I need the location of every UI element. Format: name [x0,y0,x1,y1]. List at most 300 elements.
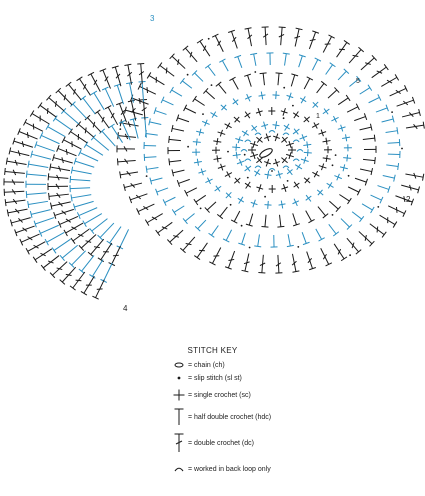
fan-stitch [137,63,146,83]
double-crochet-icon [172,432,186,454]
stitch [170,87,184,99]
round-label-2: 2 [406,195,411,204]
stitch [172,203,186,215]
slip-stitch-dot [292,105,294,107]
stitch [262,27,270,45]
fan-stitch [6,158,27,168]
stitch [394,192,413,205]
stitch [364,146,376,153]
stitch [255,107,264,117]
stitch [193,96,207,108]
stitch [356,229,374,246]
stitch [387,203,406,217]
fan-stitch [60,265,79,285]
fan-stitch [58,213,79,227]
stitch [277,27,285,46]
stitch [320,35,335,54]
stitch [234,135,244,144]
key-label-double-crochet: = double crochet (dc) [188,439,254,447]
stitch [289,253,299,272]
stitch [281,53,290,66]
key-row-double-crochet [172,432,254,454]
stitch [285,234,294,247]
stitch [249,123,259,134]
fan-stitch [20,231,41,246]
stitch [358,85,372,97]
stitch [337,124,347,133]
stitch [279,155,290,165]
stitch [291,197,301,207]
slip-stitch-dot [332,164,334,166]
stitch [245,28,255,47]
stitch [232,151,241,159]
slip-stitch-dot [187,74,189,76]
stitch [303,209,315,223]
stitch [246,213,256,227]
stitch [310,99,321,110]
stitch [205,199,219,212]
stitch [250,199,259,209]
stitch [264,201,272,209]
stitch [285,151,295,160]
stitch [315,187,326,198]
fan-stitch [126,82,137,103]
key-label-slip-stitch: = slip stitch (sl st) [188,374,242,382]
fan-stitch [26,181,46,188]
fan-stitch [79,253,97,273]
stitch [176,115,190,125]
stitch [323,63,336,77]
stitch [129,191,148,204]
stitch [311,169,321,179]
fan-stitch [31,151,52,163]
stitch [298,133,308,142]
stitch [280,183,289,193]
stitch [342,134,351,142]
stitch [260,73,268,86]
fan-stitch [70,270,88,290]
stitch [243,93,253,103]
stitch [217,129,227,138]
slip-stitch-dot [283,87,285,89]
stitch [400,182,419,193]
stitch [223,190,234,201]
stitch [258,91,266,100]
stitch [219,59,231,73]
stitch [317,128,327,137]
stitch-round-4 [187,87,352,209]
stitch [362,135,375,143]
fan-stitch [57,145,78,159]
slip-stitch-dot [211,84,213,86]
slip-stitch-dot [227,151,229,153]
stitch [180,235,197,253]
stitch [301,77,313,91]
stitch [146,164,159,173]
fan-stitch [116,102,130,123]
stitch [147,72,166,87]
stitch [217,163,227,172]
fan-stitch [71,191,92,201]
fan-stitch [70,176,90,184]
stitch-layer [4,27,424,299]
stitch [353,113,367,124]
single-crochet-icon [172,388,186,402]
left-fan-stitches [4,63,150,299]
stitch [260,121,269,131]
stitch [303,141,312,149]
stitch [194,192,208,205]
key-label-single-crochet: = single crochet (sc) [188,391,251,399]
fan-stitch [61,108,81,126]
fan-stitch [46,95,66,113]
stitch [304,149,313,157]
stitch [385,127,398,136]
stitch [167,227,185,244]
stitch [158,63,177,79]
fan-stitch [48,183,68,190]
stitch [169,136,182,144]
center-chain [258,147,273,159]
stitch [387,139,399,147]
stitch [315,204,328,218]
stitch [388,151,400,158]
fan-stitch [45,229,66,245]
stitch [344,236,361,254]
fan-stitch [48,173,68,182]
stitch [359,55,377,72]
stitch [144,153,156,161]
fan-stitch [10,214,31,226]
stitch [168,147,180,154]
stitch [347,184,361,196]
chain-icon [172,360,186,370]
stitch [272,158,281,168]
stitch [327,198,341,211]
fan-stitch [30,206,51,218]
stitch [263,132,272,142]
fan-stitch [56,88,75,107]
stitch [209,223,222,237]
fan-stitch [112,66,124,87]
stitch [138,83,157,97]
stitch [359,166,372,175]
stitch [185,185,199,197]
stitch [145,130,158,138]
stitch [197,39,213,58]
stitch [405,171,424,181]
stitch [278,200,286,209]
stitch [292,28,303,47]
fan-stitch [73,198,94,210]
fan-stitch [91,91,107,112]
stitch [318,162,328,171]
stitch [171,125,184,134]
stitch [331,242,347,261]
stitch [360,201,374,213]
stitch [213,183,224,193]
stitch [401,109,420,120]
stitch [216,82,229,96]
key-label-back-loop: = worked in back loop only [188,465,271,473]
stitch [274,255,282,273]
stitch [209,110,219,120]
stitch [213,137,222,145]
slip-stitch-dot [254,71,256,73]
stitch [338,216,351,229]
stitch [197,167,207,176]
fan-stitch [5,197,26,206]
fan-stitch [34,214,55,227]
stitch [343,154,352,162]
fan-stitch [74,158,95,171]
fan-stitch [88,72,104,93]
stitch [263,158,272,168]
slip-stitch-dot [146,175,148,177]
fan-stitch [53,154,74,166]
stitch [334,40,350,59]
stitch [204,176,214,186]
stitch [229,77,241,91]
slip-stitch-dot [247,177,249,179]
stitch [288,74,298,88]
stitch-round-1 [244,132,296,172]
stitch [180,78,194,91]
stitch [339,163,348,172]
back-loop-icon [172,464,186,474]
stitch [242,110,252,121]
stitch [156,185,170,196]
stitch [272,132,281,142]
stitch [223,169,233,179]
round-label-3: 3 [150,14,155,23]
slip-stitch-dot [249,247,251,249]
slip-stitch-dot [271,170,273,172]
stitch [299,231,310,245]
stitch [212,147,220,154]
fan-stitch [89,258,106,279]
slip-stitch-dot [335,154,337,156]
stitch [346,104,360,116]
stitch [194,241,210,260]
stitch [325,180,335,190]
stitch [238,232,248,246]
stitch [322,154,331,162]
stitch [254,234,263,247]
round-label-4: 4 [123,304,128,313]
stitch [232,175,243,186]
stitch [288,147,296,154]
stitch [293,162,304,172]
stitch [370,64,389,80]
stitch [205,64,218,78]
stitch [330,114,340,124]
stitch [268,107,275,115]
stitch [163,194,177,206]
slip-stitch-dot [119,128,121,130]
stitch [170,54,188,71]
stitch [274,73,282,86]
fan-stitch [23,119,44,134]
stitch [249,151,259,160]
stitch [236,195,246,205]
stitch [240,128,251,138]
fan-stitch [28,161,49,171]
stitch [310,120,320,130]
slip-stitch-dot [349,254,351,256]
fan-stitch [130,118,142,139]
round-label-1: 1 [316,113,320,120]
stitch [269,185,276,193]
fan-stitch [64,220,85,236]
stitch [359,124,372,134]
stitch [228,30,240,49]
fan-stitch [62,137,83,152]
fan-stitch [105,106,121,127]
stitch [291,110,301,121]
stitch [279,135,290,145]
stitch [223,121,233,131]
stitch [336,95,350,108]
stitch [378,212,397,227]
fan-stitch [26,171,47,180]
stitch [302,175,313,186]
fan-stitch [5,168,26,177]
stitch [177,176,191,187]
slip-stitch-dot [401,148,403,150]
fan-stitch [70,184,90,192]
stitch [318,247,332,266]
slip-stitch-dot [287,180,289,182]
stitch [313,227,325,241]
fan-stitch [114,84,127,105]
stitch [326,87,340,100]
stitch [254,135,265,145]
stitch [347,47,364,65]
stitch [192,70,205,83]
slip-stitch-dot [241,225,243,227]
stitch [291,126,302,136]
stitch [156,219,175,235]
fan-stitch [53,116,73,133]
stitch [252,168,262,179]
stitch [264,170,272,179]
stitch [161,97,175,108]
stitch [291,180,301,191]
stitch [234,55,245,69]
stitch [314,81,327,95]
slip-stitch-dot [200,208,202,210]
stitch [243,180,253,191]
slip-stitch-dot [187,146,189,148]
stitch [120,168,139,178]
stitch [201,118,211,128]
stitch [230,96,240,107]
stitch [231,209,243,223]
slip-stitch-dot [264,196,266,198]
stitch [280,107,289,117]
fan-stitch [9,148,30,160]
stitch [183,46,200,64]
stitch [184,105,198,117]
stitch [145,211,164,226]
stitch [322,137,331,145]
stitch [172,167,185,177]
stitch [333,172,343,182]
stitch [276,214,284,227]
stitch [232,144,241,152]
half-double-crochet-icon [172,407,186,427]
slip-stitch-dot [244,154,246,156]
stitch [195,128,204,137]
stitch [376,182,390,192]
stitch [285,166,295,177]
fan-stitch [18,128,39,142]
stitch [270,235,277,247]
stitch [363,156,376,164]
stitch [285,92,294,102]
stitch [250,53,259,66]
stitch [223,228,235,242]
slip-stitch-dot [377,206,379,208]
stitch [225,250,238,269]
key-label-half-double-crochet: = half double crochet (hdc) [188,413,272,421]
stitch [144,142,156,149]
fan-stitch [50,198,71,209]
stitch [350,209,364,222]
fan-stitch [77,204,98,218]
stitch [266,53,273,65]
stitch [282,122,292,133]
fan-stitch [28,198,49,208]
stitch [217,205,230,219]
fan-stitch [102,87,117,108]
stitch [289,212,299,226]
stitch [124,180,143,191]
stitch [258,255,266,274]
fan-stitch [124,64,134,85]
fan-stitch [4,188,24,196]
stitch [337,192,351,204]
stitch [395,97,414,110]
stitch [261,215,269,228]
fan-stitch [40,132,61,147]
stitch [301,114,312,125]
stitch [209,246,224,265]
fan-stitch [13,138,34,151]
fan-stitch [7,206,28,217]
fan-stitch [4,178,24,185]
fan-stitch [46,124,67,140]
stitch [321,106,332,116]
stitch-round-6 [144,53,403,248]
stitch [195,218,208,232]
key-row-single-crochet [172,388,251,402]
fan-stitch [50,164,71,174]
slip-stitch-dot [297,246,299,248]
stitch [275,170,284,180]
stitch [149,118,162,128]
stitch [192,138,201,146]
key-row-chain [172,360,225,370]
stitch [388,85,407,99]
key-row-slip-stitch [172,373,242,383]
fan-stitch [70,102,89,121]
stitch [212,34,226,53]
fan-stitch [33,246,54,263]
key-row-half-double-crochet [172,407,271,427]
fan-stitch [100,69,114,90]
